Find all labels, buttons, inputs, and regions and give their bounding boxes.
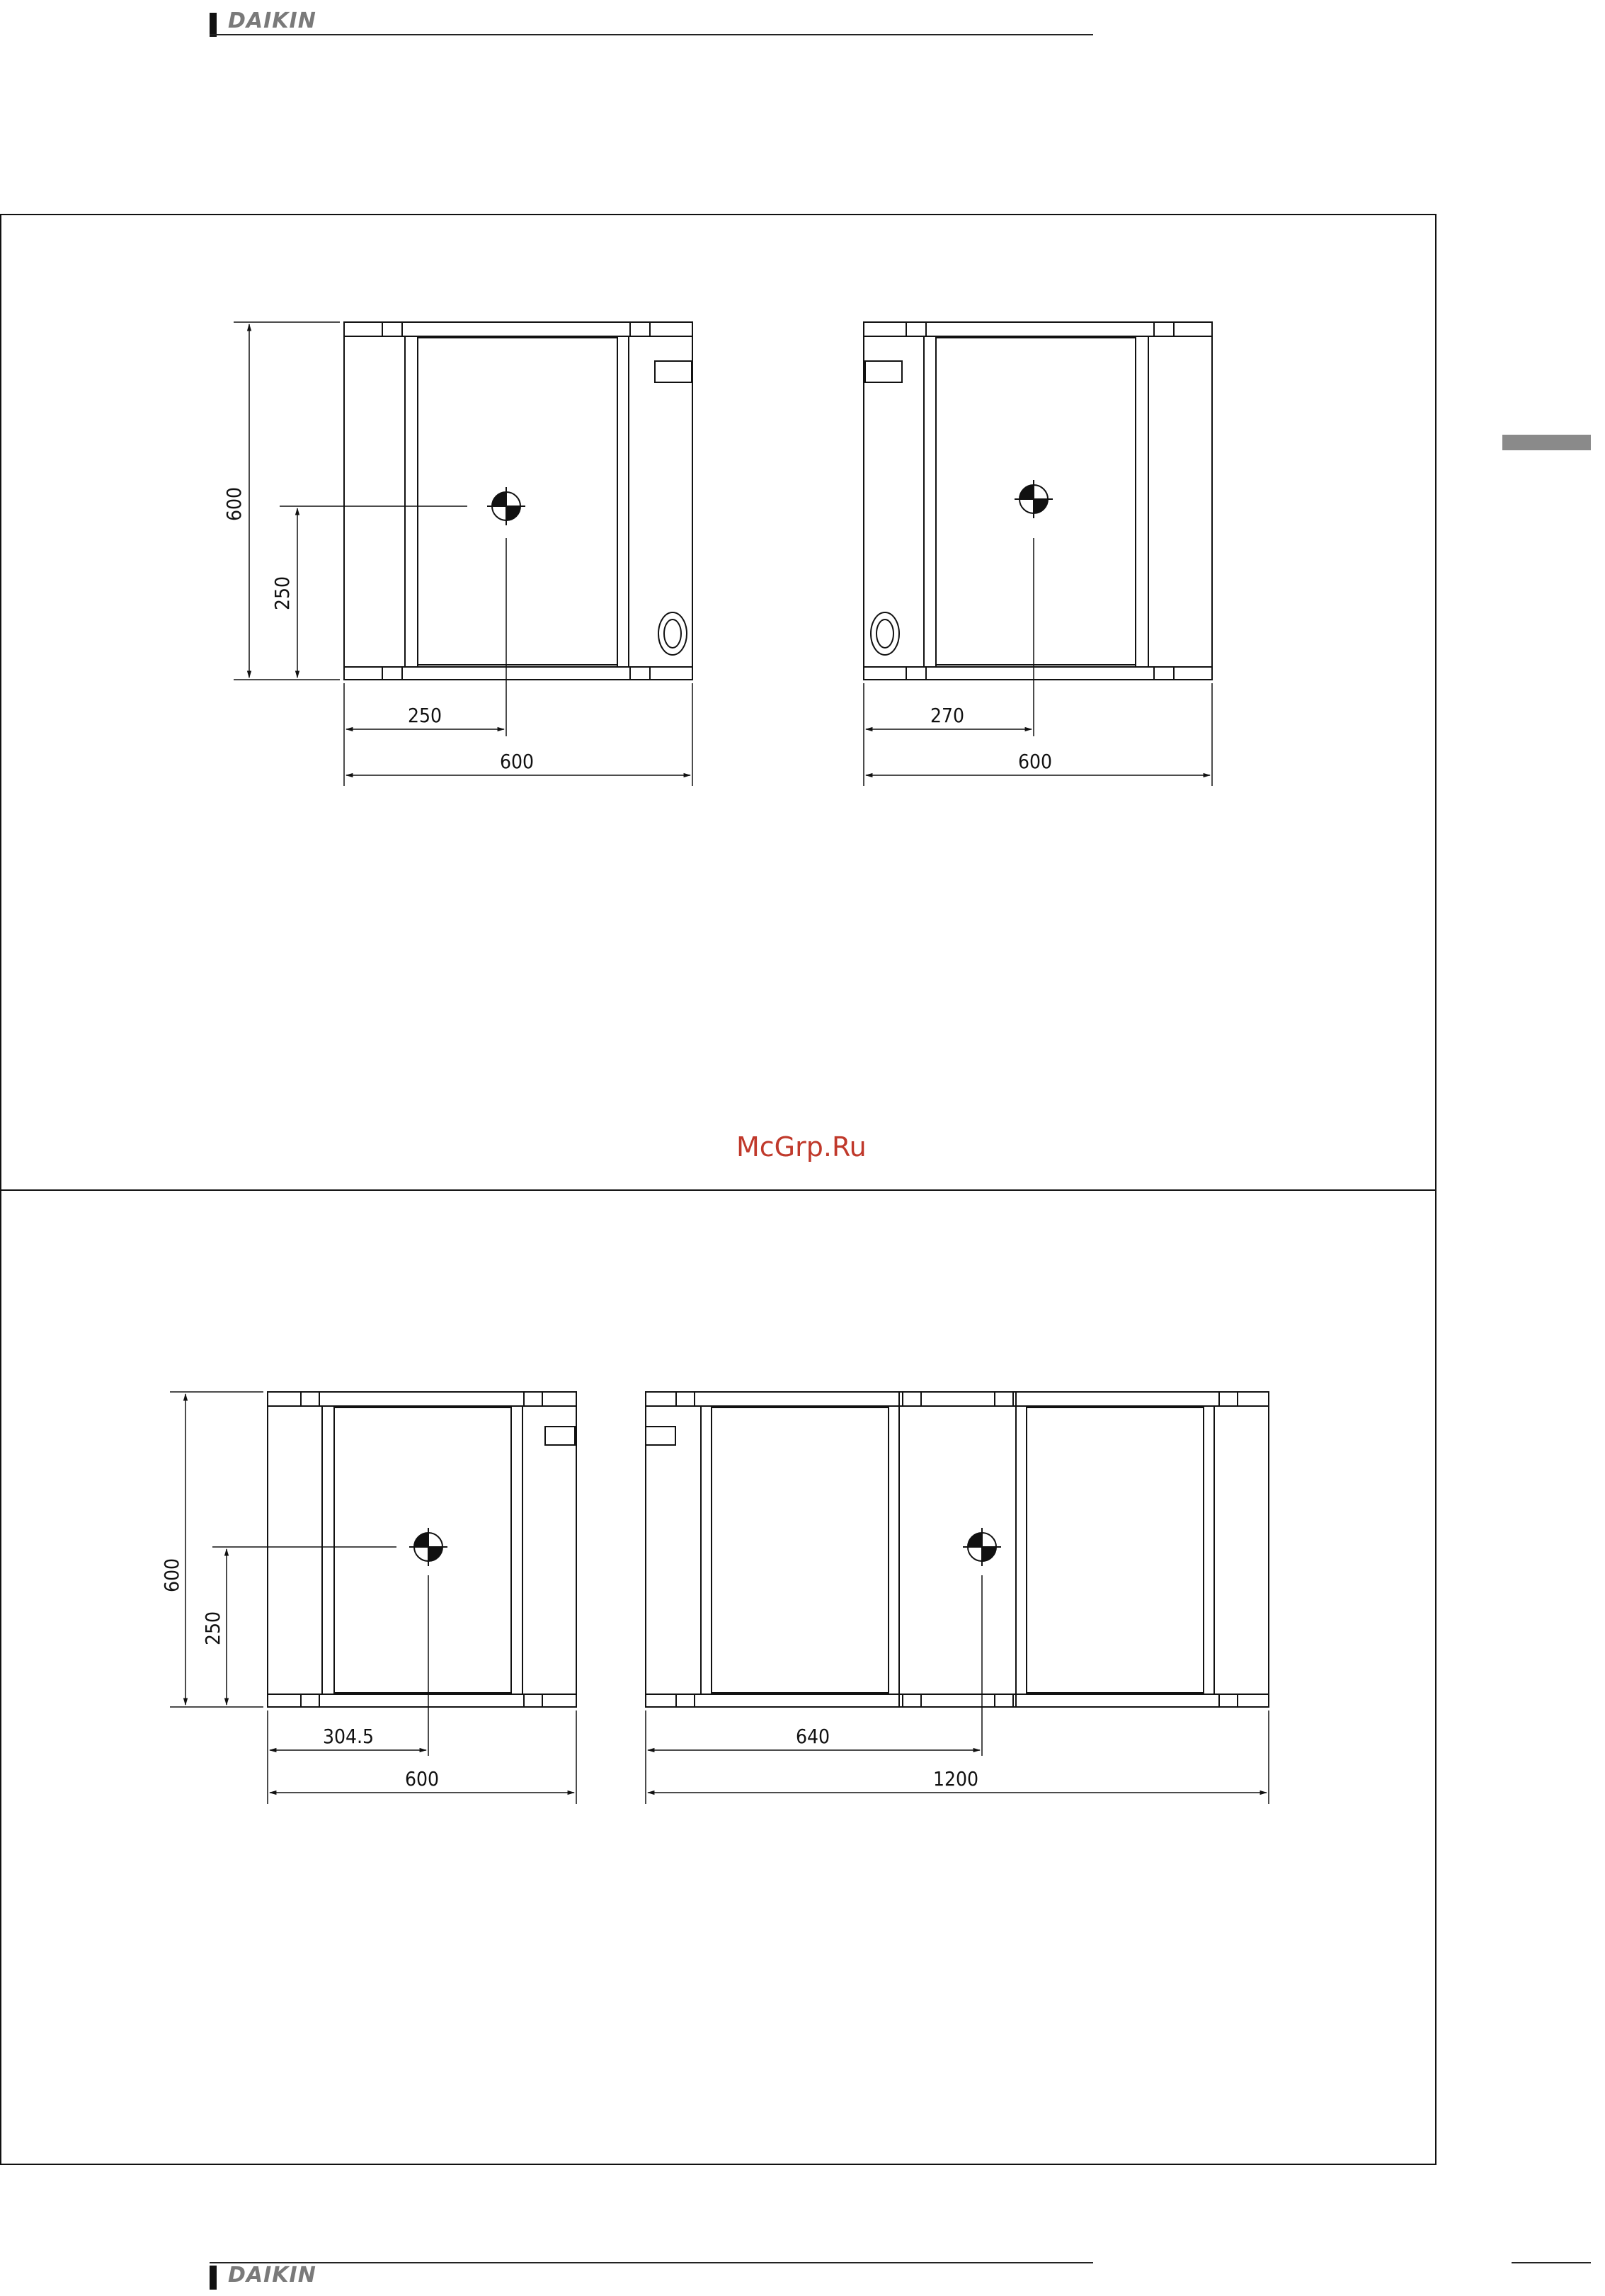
footer-side-rule [1512, 2262, 1591, 2263]
header-daikin-logo: DAIKIN [228, 8, 316, 33]
watermark-text: McGrp.Ru [736, 1131, 867, 1163]
footer-daikin-logo: DAIKIN [228, 2263, 316, 2288]
footer-rule [210, 2262, 1093, 2263]
dim-top-left-height: 600 [222, 486, 246, 522]
dim-top-right-width: 600 [1017, 750, 1053, 773]
dim-bottom-left-height: 600 [160, 1558, 183, 1593]
dim-bottom-left-cog-width: 304.5 [322, 1725, 375, 1748]
dim-top-left-cog-width: 250 [407, 704, 442, 727]
dim-top-left-width: 600 [499, 750, 535, 773]
dim-bottom-right-cog-width: 640 [795, 1725, 830, 1748]
dim-top-right-cog-width: 270 [930, 704, 965, 727]
unit-bottom-right [646, 1392, 1269, 1707]
dim-top-left-cog-height: 250 [270, 576, 294, 611]
footer-logo-bar [210, 2266, 217, 2290]
unit-bottom-left [268, 1392, 576, 1707]
dim-bottom-left-cog-height: 250 [201, 1611, 224, 1646]
dim-bottom-right-width: 1200 [932, 1767, 979, 1790]
dim-bottom-left-width: 600 [404, 1767, 440, 1790]
unit-top-left [344, 322, 692, 680]
